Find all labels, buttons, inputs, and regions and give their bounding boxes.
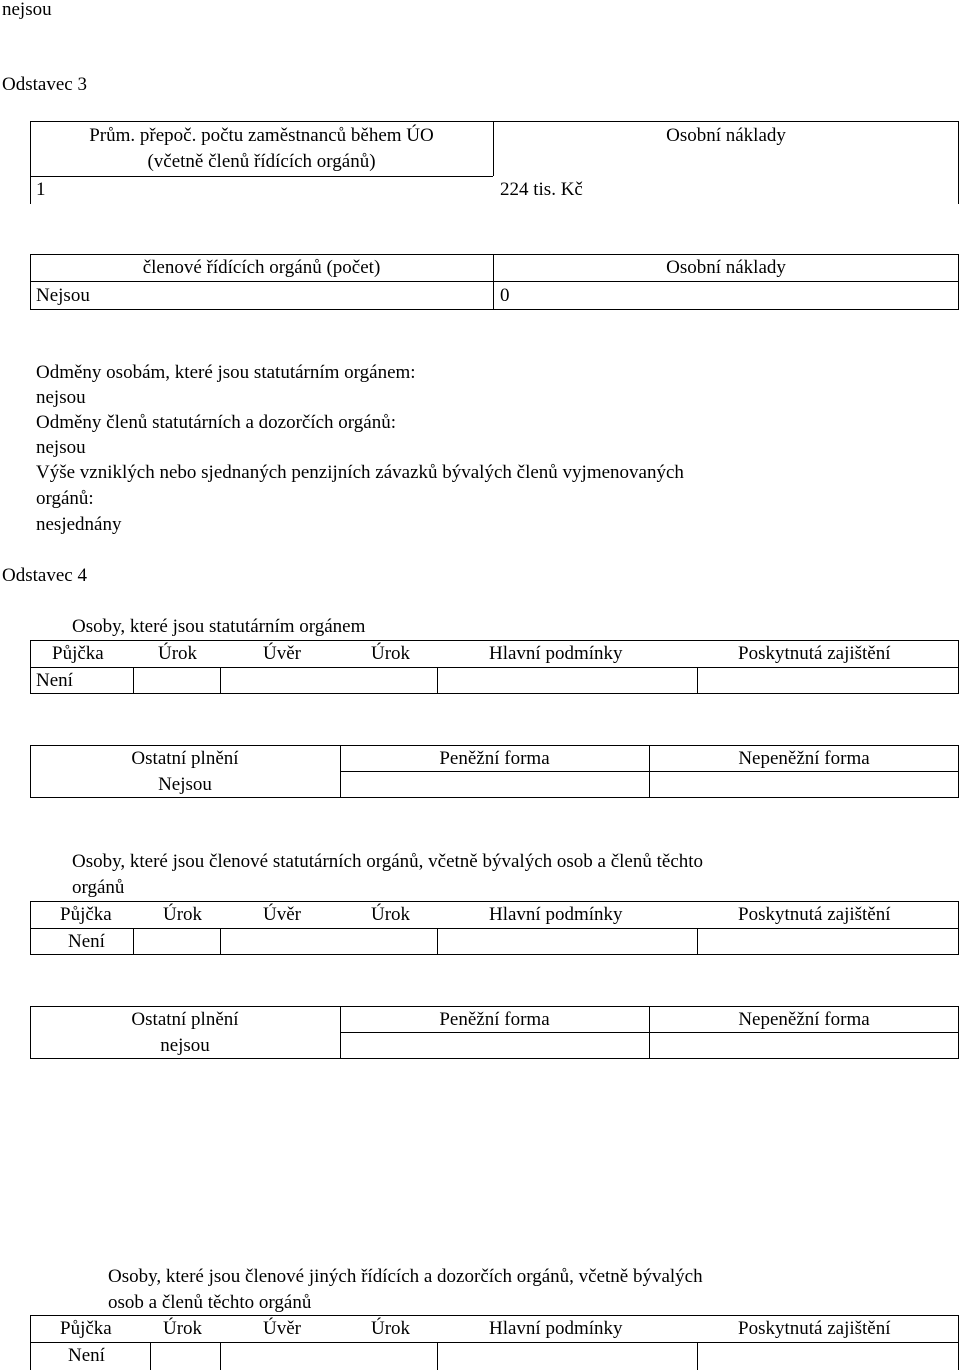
personal-costs-value: 224 tis. Kč: [500, 179, 583, 200]
collateral-header: Poskytnutá zajištění: [738, 904, 891, 925]
interest-header: Úrok: [163, 1318, 203, 1339]
remark-line: Odměny osobám, které jsou statutárním orgánem:: [36, 362, 416, 383]
section-4-heading: Odstavec 4: [2, 565, 87, 586]
main-conditions-header: Hlavní podmínky: [489, 643, 623, 664]
other-benefits-value: nejsou: [160, 1035, 210, 1056]
other-benefits-value: Nejsou: [158, 774, 212, 795]
credit-header: Úvěr: [263, 643, 301, 664]
loan-header: Půjčka: [60, 904, 112, 925]
employees-count: 1: [36, 179, 46, 200]
credit-header: Úvěr: [263, 1318, 301, 1339]
main-conditions-header: Hlavní podmínky: [489, 1318, 623, 1339]
collateral-header: Poskytnutá zajištění: [738, 643, 891, 664]
interest-header: Úrok: [158, 643, 198, 664]
loans-row-value: Není: [36, 670, 73, 691]
members-row-value: 0: [500, 285, 510, 306]
main-conditions-header: Hlavní podmínky: [489, 904, 623, 925]
personal-costs-header: Osobní náklady: [666, 125, 786, 146]
employees-header-line1: Prům. přepoč. počtu zaměstnanců během ÚO: [89, 125, 434, 146]
group-1-title: Osoby, které jsou statutárním orgánem: [72, 616, 366, 637]
remark-line: Odměny členů statutárních a dozorčích orgánů:: [36, 412, 396, 433]
group-2-title-line1: Osoby, které jsou členové statutárních orgánů, včetně bývalých osob a členů těchto: [72, 851, 704, 872]
loans-row-value: Není: [68, 1345, 105, 1366]
group-2-title-line2: orgánů: [72, 877, 125, 898]
other-benefits-header: Ostatní plnění: [131, 1009, 239, 1030]
collateral-header: Poskytnutá zajištění: [738, 1318, 891, 1339]
remark-line: nesjednány: [36, 514, 122, 535]
employees-header-line2: (včetně členů řídících orgánů): [147, 151, 376, 172]
remark-line: orgánů:: [36, 488, 94, 509]
members-costs-header: Osobní náklady: [666, 257, 786, 278]
section-3-heading: Odstavec 3: [2, 74, 87, 95]
remark-line: Výše vzniklých nebo sjednaných penzijních závazků bývalých členů vyjmenovaných: [36, 462, 684, 483]
non-monetary-form-header: Nepeněžní forma: [738, 1009, 870, 1030]
loans-row-value: Není: [68, 931, 105, 952]
interest-header: Úrok: [163, 904, 203, 925]
monetary-form-header: Peněžní forma: [439, 748, 550, 769]
top-text: nejsou: [2, 0, 52, 20]
loan-header: Půjčka: [52, 643, 104, 664]
group-3-title-line2: osob a členů těchto orgánů: [108, 1292, 312, 1313]
interest-header: Úrok: [371, 643, 411, 664]
remark-line: nejsou: [36, 437, 86, 458]
group-3-title-line1: Osoby, které jsou členové jiných řídících a dozorčích orgánů, včetně bývalých: [108, 1266, 703, 1287]
credit-header: Úvěr: [263, 904, 301, 925]
interest-header: Úrok: [371, 904, 411, 925]
members-row-label: Nejsou: [36, 285, 90, 306]
loan-header: Půjčka: [60, 1318, 112, 1339]
other-benefits-header: Ostatní plnění: [131, 748, 239, 769]
members-count-header: členové řídících orgánů (počet): [142, 257, 381, 278]
interest-header: Úrok: [371, 1318, 411, 1339]
remark-line: nejsou: [36, 387, 86, 408]
monetary-form-header: Peněžní forma: [439, 1009, 550, 1030]
non-monetary-form-header: Nepeněžní forma: [738, 748, 870, 769]
